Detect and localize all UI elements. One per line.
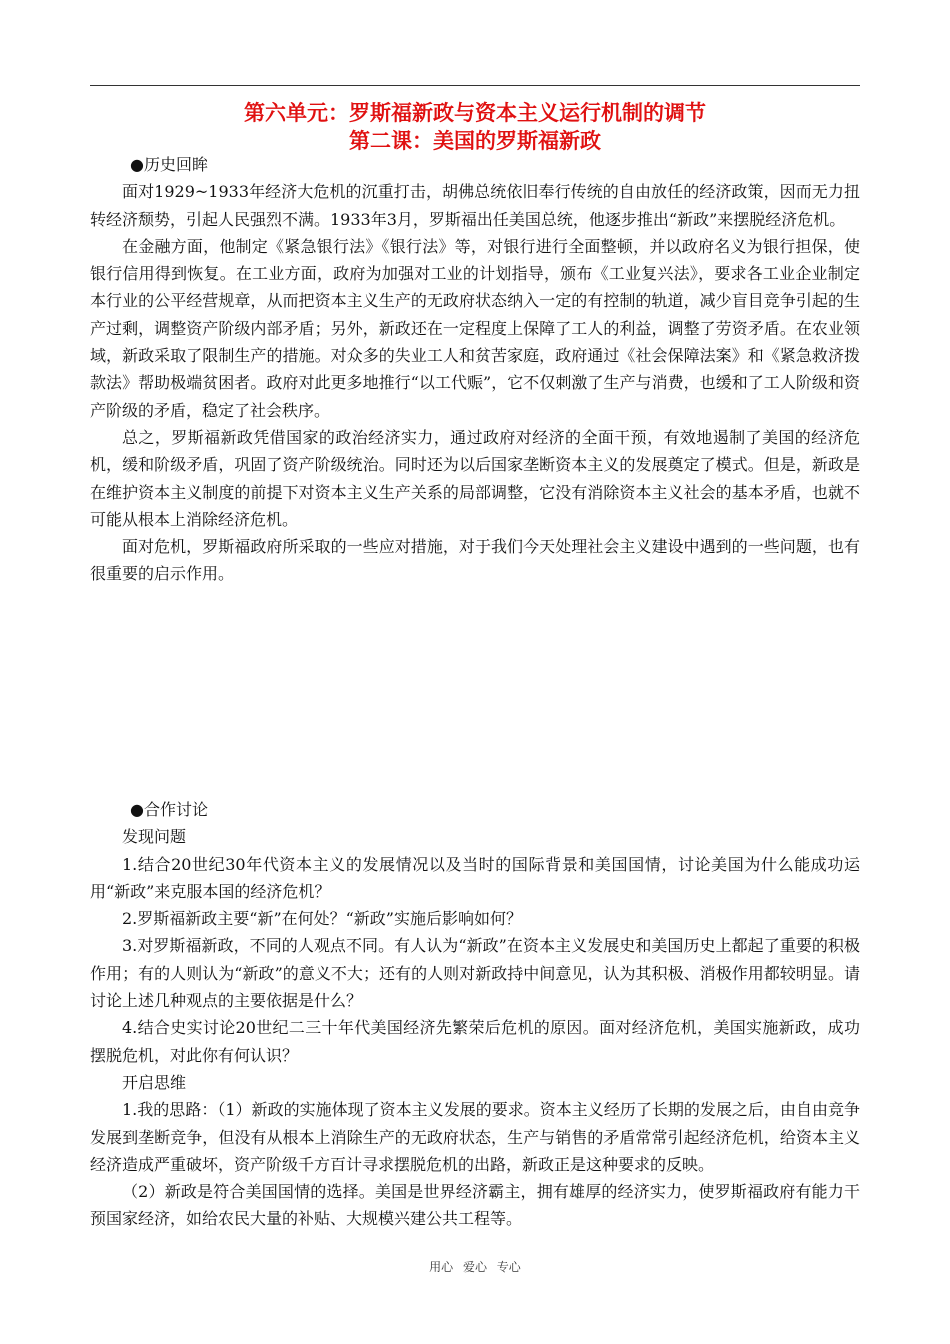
section-history-review — [90, 151, 860, 588]
unit-title: 第六单元：罗斯福新政与资本主义运行机制的调节 — [244, 101, 706, 125]
subheading-open-thinking: 开启思维 — [122, 1072, 187, 1092]
question-item: 1.结合20世纪30年代资本主义的发展情况以及当时的国际背景和美国国情，讨论美国为什么能成功运用“新政”来克服本国的经济危机？ — [90, 854, 860, 901]
paragraph: 面对危机，罗斯福政府所采取的一些应对措施，对于我们今天处理社会主义建设中遇到的一些问题，也有很重要的启示作用。 — [90, 537, 860, 584]
paragraph: 面对1929~1933年经济大危机的沉重打击，胡佛总统依旧奉行传统的自由放任的经济政策，因而无力扭转经济颓势，引起人民强烈不满。1933年3月，罗斯福出任美国总统，他逐步推出“新政”来摆脱经济危机。 — [90, 182, 860, 229]
section-discussion — [90, 796, 860, 1233]
subheading-find-problems: 发现问题 — [122, 827, 187, 847]
answer-item: 1.我的思路：（1）新政的实施体现了资本主义发展的要求。资本主义经历了长期的发展之后，由自由竞争发展到垄断竞争，但没有从根本上消除生产的无政府状态，生产与销售的矛盾常常引起经济危机，给资本主义经济造成严重破坏，资产阶级千方百计寻求摆脱危机的出路，新政正是这种要求的反映。 — [90, 1100, 860, 1174]
lesson-title: 第二课：美国的罗斯福新政 — [349, 129, 601, 153]
paragraph: 总之，罗斯福新政凭借国家的政治经济实力，通过政府对经济的全面干预，有效地遏制了美国的经济危机，缓和阶级矛盾，巩固了资产阶级统治。同时还为以后国家垄断资本主义的发展奠定了模式。但是，新政是在维护资本主义制度的前提下对资本主义生产关系的局部调整，它没有消除资本主义社会的基本矛盾，也就不可能从根本上消除经济危机。 — [90, 427, 860, 529]
question-item: 3.对罗斯福新政，不同的人观点不同。有人认为“新政”在资本主义发展史和美国历史上都起了重要的积极作用；有的人则认为“新政”的意义不大；还有的人则对新政持中间意见，认为其积极、消极作用都较明显。请讨论上述几种观点的主要依据是什么？ — [90, 936, 860, 1011]
question-item: 2.罗斯福新政主要“新”在何处？“新政”实施后影响如何？ — [122, 909, 522, 929]
paragraph: 在金融方面，他制定《紧急银行法》《银行法》等，对银行进行全面整顿，并以政府名义为银行担保，使银行信用得到恢复。在工业方面，政府为加强对工业的计划指导，颁布《工业复兴法》，要求各工业企业制定本行业的公平经营规章，从而把资本主义生产的无政府状态纳入一定的有控制的轨道，减少盲目竞争引起的生产过剩，调整资产阶级内部矛盾；另外，新政还在一定程度上保障了工人的利益，调整了劳资矛盾。在农业领域，新政采取了限制生产的措施。对众多的失业工人和贫苦家庭，政府通过《社会保障法案》和《紧急救济拨款法》帮助极端贫困者。政府对此更多地推行“以工代赈”，它不仅刺激了生产与消费，也缓和了工人阶级和资产阶级的矛盾，稳定了社会秩序。 — [90, 236, 860, 420]
page-footer: 用心 爱心 专心 — [429, 1260, 521, 1274]
answer-item: （2）新政是符合美国国情的选择。美国是世界经济霸主，拥有雄厚的经济实力，使罗斯福政府有能力干预国家经济，如给农民大量的补贴、大规模兴建公共工程等。 — [90, 1182, 860, 1229]
section-heading-history: ●历史回眸 — [130, 155, 208, 174]
question-item: 4.结合史实讨论20世纪二三十年代美国经济先繁荣后危机的原因。面对经济危机，美国实施新政，成功摆脱危机，对此你有何认识？ — [90, 1018, 860, 1065]
top-rule — [90, 85, 860, 86]
section-heading-discussion: ●合作讨论 — [130, 800, 208, 819]
